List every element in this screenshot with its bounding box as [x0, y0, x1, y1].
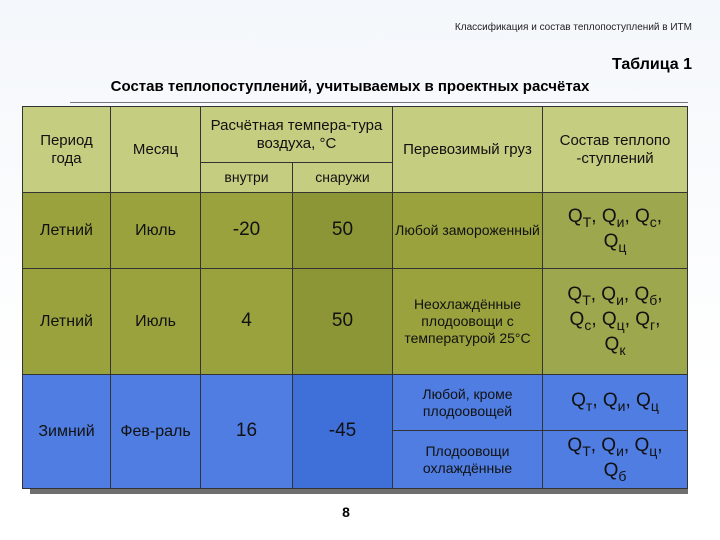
- q-subscript: с: [649, 213, 657, 230]
- cell-outside: -45: [293, 375, 393, 489]
- q-subscript: ц: [618, 238, 627, 255]
- q-subscript: б: [618, 467, 627, 484]
- cell-composition: $Q_Т$, $Q_и$, $Q_ц$, $Q_б$: [543, 431, 688, 489]
- header-period: Период года: [23, 107, 111, 193]
- header-composition: Состав теплопо -ступлений: [543, 107, 688, 193]
- table-row: [23, 193, 688, 269]
- cell-inside: 4: [201, 269, 293, 375]
- q-subscript: с: [584, 317, 592, 334]
- q-subscript: б: [649, 292, 658, 309]
- cell-outside: 50: [293, 269, 393, 375]
- cell-month: Фев-раль: [111, 375, 201, 489]
- table-row: [23, 269, 688, 375]
- slide-header: Классификация и состав теплопоступлений в ИТМ: [454, 22, 692, 33]
- cell-cargo: Любой замороженный: [393, 193, 543, 269]
- page-number: 8: [342, 504, 350, 520]
- header-inside: внутри: [201, 163, 293, 193]
- header-outside: снаружи: [293, 163, 393, 193]
- cell-month: Июль: [111, 193, 201, 269]
- q-subscript: ц: [650, 398, 659, 415]
- cell-period: Летний: [23, 193, 111, 269]
- table-number: Таблица 1: [611, 56, 692, 73]
- cell-outside: 50: [293, 193, 393, 269]
- q-subscript: Т: [582, 292, 591, 309]
- q-subscript: ц: [616, 317, 625, 334]
- heat-table: [22, 106, 688, 489]
- header-temperature: Расчётная темпера-тура воздуха, °С: [201, 107, 393, 163]
- q-subscript: и: [616, 213, 625, 230]
- cell-composition: $Q_Т$, $Q_и$, $Q_б$, $Q_с$, $Q_ц$, $Q_г$, $Q_к$: [543, 269, 688, 375]
- title-underline: [70, 102, 688, 103]
- header-cargo: Перевозимый груз: [393, 107, 543, 193]
- cell-cargo: Плодоовощи охлаждённые: [393, 431, 543, 489]
- q-subscript: Т: [582, 442, 591, 459]
- cell-composition: $Q_т$, $Q_и$, $Q_ц$: [543, 375, 688, 431]
- slide-title: Состав теплопоступлений, учитываемых в проектных расчётах: [110, 78, 590, 95]
- header-month: Месяц: [111, 107, 201, 193]
- q-subscript: и: [617, 398, 626, 415]
- cell-composition: $Q_Т$, $Q_и$, $Q_с$, $Q_ц$: [543, 193, 688, 269]
- q-subscript: и: [616, 442, 624, 459]
- cell-inside: 16: [201, 375, 293, 489]
- cell-inside: -20: [201, 193, 293, 269]
- cell-month: Июль: [111, 269, 201, 375]
- cell-period: Зимний: [23, 375, 111, 489]
- q-subscript: г: [650, 317, 656, 334]
- q-subscript: т: [585, 398, 593, 415]
- q-subscript: и: [616, 292, 624, 309]
- q-subscript: Т: [582, 213, 592, 230]
- cell-period: Летний: [23, 269, 111, 375]
- q-subscript: к: [619, 341, 626, 358]
- cell-cargo: Любой, кроме плодоовощей: [393, 375, 543, 431]
- table-row: [23, 375, 688, 431]
- q-subscript: ц: [649, 442, 658, 459]
- cell-cargo: Неохлаждённые плодоовощи с температурой 25°С: [393, 269, 543, 375]
